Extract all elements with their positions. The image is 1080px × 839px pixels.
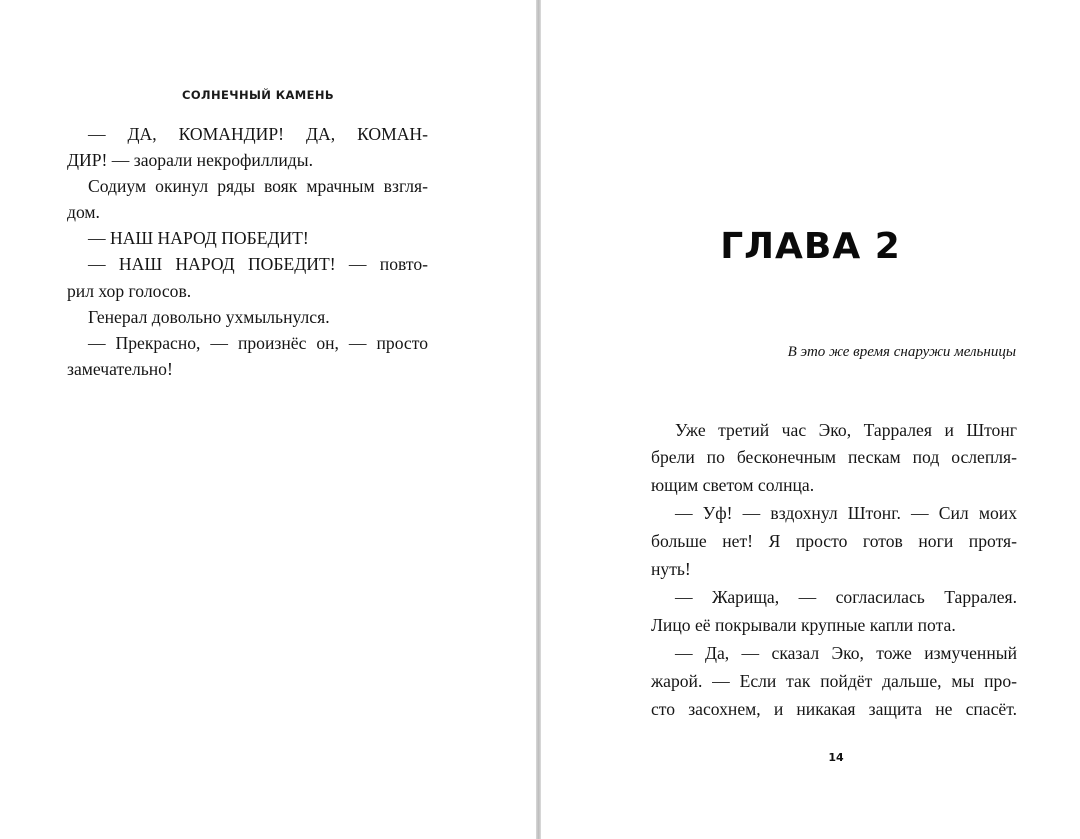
chapter-epigraph: В это же время снаружи мельницы — [787, 344, 1016, 360]
left-text-line: Содиум окинул ряды вояк мрачным взгля- — [88, 176, 428, 196]
left-text-line: — НАШ НАРОД ПОБЕДИТ! — [88, 228, 309, 248]
running-head: СОЛНЕЧНЫЙ КАМЕНЬ — [182, 88, 335, 102]
right-text-line: брели по бесконечным пескам под ослепля- — [651, 447, 1017, 467]
right-text-line: Уже третий час Эко, Тарралея и Штонг — [675, 420, 1017, 440]
left-text-line: — НАШ НАРОД ПОБЕДИТ! — повто- — [88, 254, 428, 274]
left-text-line: — Прекрасно, — произнёс он, — просто — [88, 333, 428, 353]
right-text-line: — Жарища, — согласилась Тарралея. — [675, 587, 1017, 607]
left-text-line: рил хор голосов. — [67, 281, 192, 301]
right-text-line: жарой. — Если так пойдёт дальше, мы про- — [651, 671, 1017, 691]
left-text-line: замечательно! — [67, 359, 173, 379]
left-text-line: — ДА, КОМАНДИР! ДА, КОМАН- — [88, 124, 428, 144]
left-text-line: Генерал довольно ухмыльнулся. — [88, 307, 330, 327]
right-text-line: — Уф! — вздохнул Штонг. — Сил моих — [675, 503, 1017, 523]
left-text-line: ДИР! — заорали некрофиллиды. — [67, 150, 313, 170]
right-text-line: нуть! — [651, 559, 691, 579]
chapter-title: ГЛАВА 2 — [720, 226, 901, 267]
right-text-line: Лицо её покрывали крупные капли пота. — [651, 615, 956, 635]
right-text-line: больше нет! Я просто готов ноги протя- — [651, 531, 1017, 551]
page-number: 14 — [828, 751, 844, 764]
left-text-line: дом. — [67, 202, 100, 222]
right-text-line: — Да, — сказал Эко, тоже измученный — [675, 643, 1017, 663]
right-text-line: сто засохнем, и никакая защита не спасёт. — [651, 699, 1017, 719]
right-text-line: ющим светом солнца. — [651, 475, 815, 495]
